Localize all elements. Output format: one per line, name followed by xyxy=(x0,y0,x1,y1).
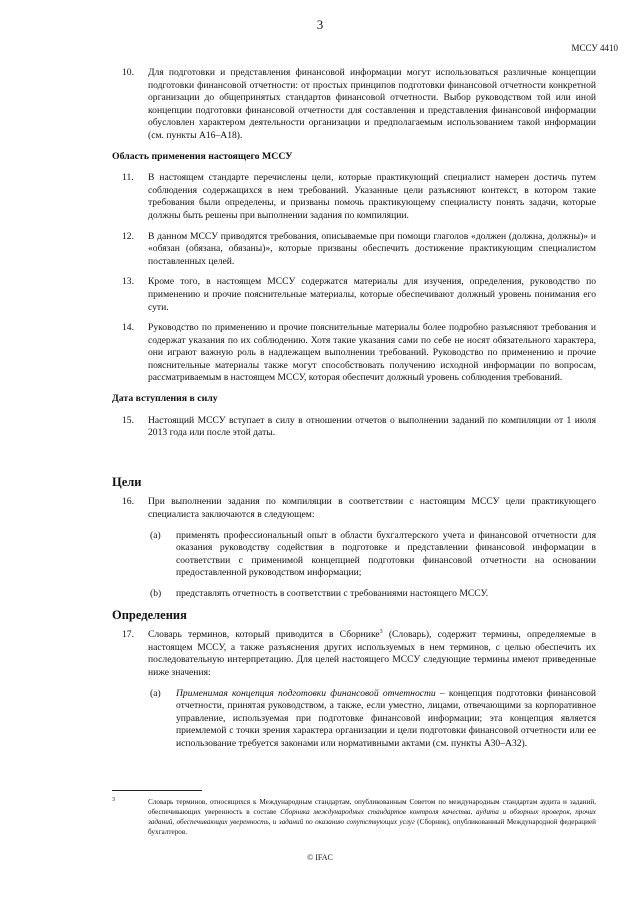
subparagraph-16a xyxy=(148,530,596,580)
footnote-reference[interactable]: 3 xyxy=(379,629,383,635)
paragraph-number: 11. xyxy=(122,172,134,184)
section-heading-scope: Область применения настоящего МССУ xyxy=(112,150,293,162)
paragraph-11 xyxy=(112,172,596,222)
footnote-divider xyxy=(112,790,202,791)
paragraph-17 xyxy=(112,629,596,679)
paragraph-text: Кроме того, в настоящем МССУ содержатся материалы для изучения, определения, руководство по применению и прочие пояснительные материалы, которые обеспечивают должный уровень понимания его сути. xyxy=(148,276,596,313)
paragraph-number: 17. xyxy=(122,629,134,641)
paragraph-number: 10. xyxy=(122,67,134,78)
paragraph-number: 14. xyxy=(122,322,134,334)
paragraph-14 xyxy=(112,322,596,385)
paragraph-12 xyxy=(112,231,596,269)
subparagraph-letter: (a) xyxy=(150,529,161,541)
defined-term: Применимая концепция подготовки финансовой отчетности xyxy=(176,687,436,699)
footnote-text xyxy=(112,797,596,837)
definition-text: – концепция подготовки финансовой отчетности, принятая руководством, а также, если уместно, лицами, отвечающими за корпоративное управление, используемая при подготовке финансовой информации; эта концепция является приемлемой с точки зрения характера организации и цели подготовки финансовой отчетности или ее использование требуется законами или нормативными актами (см. пункты A30–A32). xyxy=(176,687,596,749)
page-footer: © IFAC xyxy=(307,853,333,862)
paragraph-10 xyxy=(112,67,596,143)
paragraph-text: При выполнении задания по компиляции в соответствии с настоящим МССУ цели практикующего специалиста заключаются в следующем: xyxy=(148,496,596,521)
page-number: 3 xyxy=(316,17,324,32)
subparagraph-text: применять профессиональный опыт в области бухгалтерского учета и финансовой отчетности для оказания руководству содействия в подготовке и представлении финансовой информации в соответствии с применимой концепцией подготовки финансовой отчетности на основании предоставленной руководством информации; xyxy=(176,529,596,579)
section-heading-objectives: Цели xyxy=(112,474,142,489)
footnote-mark: 3 xyxy=(112,797,115,803)
section-heading-effective-date: Дата вступления в силу xyxy=(112,393,218,405)
footnote-italic-title: Сборника международных стандартов контроля качества, аудита и обзорных проверок, прочих заданий, обеспечивающих уверенность, и заданий по оказанию сопутствующих услуг xyxy=(148,808,597,826)
paragraph-text-start: Словарь терминов, который приводится в Сборнике xyxy=(148,629,380,641)
paragraph-text: Руководство по применению и прочие пояснительные материалы более подробно разъясняют требования и содержат указания по их соблюдению. Хотя такие указания сами по себе не носят обязательного характера, они играют важную роль в надлежащем выполнении требований. Руководство по применению и прочие пояснительные материалы также могут способствовать получению исходной информации по вопросам, рассматриваемым в настоящем МССУ, которая обеспечит должный уровень соблюдения требований. xyxy=(148,322,596,384)
section-heading-definitions: Определения xyxy=(112,607,187,622)
paragraph-16 xyxy=(112,496,596,521)
subparagraph-text: представлять отчетность в соответствии с требованиями настоящего МССУ. xyxy=(176,588,489,599)
paragraph-text-end: (Словарь), содержит термины, определяемые в настоящем МССУ, а также разъяснения других используемых в нем терминов, с целью обеспечить их последовательную интерпретацию. Для целей настоящего МССУ следующие термины имеют приведенные ниже значения: xyxy=(148,629,596,678)
subparagraph-17a xyxy=(148,688,596,751)
subparagraph-letter: (b) xyxy=(150,588,162,599)
paragraph-number: 15. xyxy=(122,414,134,426)
paragraph-text: В данном МССУ приводятся требования, описываемые при помощи глаголов «должен (должна, должны)» и «обязан (обязана, обязаны)», которые призваны обеспечить достижение практикующим специалистом поставленных целей. xyxy=(148,230,596,267)
footnote-text-part: Словарь терминов, относящихся к Международным стандартам, опубликованным Советом по международным стандартам аудита и заданий, обеспечивающих уверенность в составе xyxy=(148,798,596,816)
paragraph-text: Настоящий МССУ вступает в силу в отношении отчетов о выполнении заданий по компиляции от 1 июля 2013 года или после этой даты. xyxy=(148,414,596,439)
paragraph-text: Для подготовки и представления финансовой информации могут использоваться различные концепции подготовки финансовой отчетности: от простых принципов подготовки финансовой отчетности конкретной организации до общепринятых стандартов финансовой отчетности. Выбор руководством той или иной концепции подготовки финансовой отчетности для составления и представления финансовой информации обусловлен характером деятельности организации и предполагаемым использованием такой информации (см. пункты A16–A18). xyxy=(148,67,596,141)
subparagraph-16b xyxy=(148,588,596,601)
paragraph-text: В настоящем стандарте перечислены цели, которые практикующий специалист намерен достичь путем соблюдения содержащихся в нем требований. Указанные цели разъясняют контекст, в котором такие требования были определены, и призваны помочь практикующему специалисту понять задачи, которые должны быть решены при выполнении задания по компиляции. xyxy=(148,172,596,221)
standard-code: МССУ 4410 xyxy=(571,43,618,53)
paragraph-number: 16. xyxy=(122,496,134,508)
paragraph-number: 13. xyxy=(122,276,134,288)
paragraph-number: 12. xyxy=(122,230,134,242)
subparagraph-letter: (a) xyxy=(150,687,161,699)
document-body xyxy=(112,67,596,759)
footnote xyxy=(112,797,596,837)
paragraph-13 xyxy=(112,276,596,314)
paragraph-15 xyxy=(112,415,596,440)
spacer xyxy=(112,448,596,466)
footnote-text-part: (Сборник), опубликованный Международной федерацией бухгалтеров. xyxy=(148,818,596,836)
